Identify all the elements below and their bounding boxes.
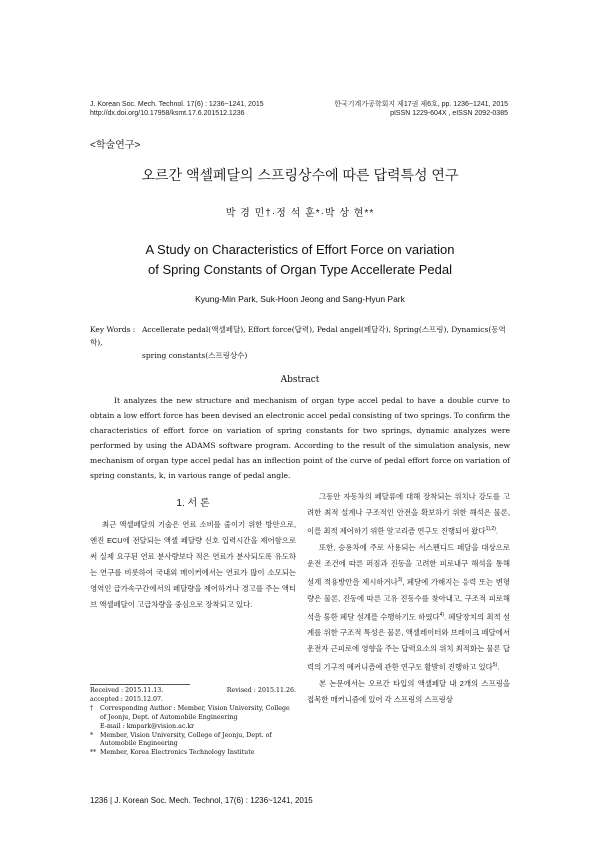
left-column — [90, 517, 296, 614]
paragraph: 또한, 승용차에 주로 사용되는 서스펜디드 페달을 대상으로 운전 조건에 따른 퍼짐과 진동을 고려한 피로내구 해석을 통해 설계 적용방안을 제시하거나$^{3)}$, 페달에 가해지는 응력 또는 변형량은 물론, 진동에 따른 고유 진동수를 찾아내고, 구조적 피로해석을 통한 페달 설계를 수행하기도 하였다$^{4)}$. 페달장치의 최적 설계를 위한 구조적 특성은 물론, 액셀레이터와 브레이크 페달에서 운전자 근피로에 영향을 주는 답력요소의 위치 최적화는 물론 답력의 기구적 메커니즘에 관한 연구도 활발히 진행하고 있다$^{5)}$. — [307, 542, 511, 672]
keywords-line2: spring constants(스프링상수) — [142, 351, 248, 360]
footnote-corresponding: † Corresponding Author : Member, Vision University, College of Jeonju, Dept. of Automobile Engineering E-mail : kmpark@vision.ac.kr — [90, 704, 290, 730]
right-column — [307, 489, 510, 708]
keywords-line1: Accellerate pedal(액셀페달), Effort force(답력), Pedal angel(페달각), Spring(스프링), Dynamics(동역학), — [90, 325, 506, 347]
keywords — [90, 323, 510, 362]
journal-header-right — [334, 100, 508, 118]
title-english-line1: A Study on Characteristics of Effort Force on variation — [145, 242, 455, 257]
journal-header-left — [90, 100, 264, 118]
reference-marker: 1),2) — [485, 526, 496, 533]
journal-citation: J. Korean Soc. Mech. Technol. 17(6) : 1236~1241, 2015 — [90, 101, 264, 108]
article-category: <학술연구> — [90, 140, 141, 151]
footnote-member-1: * Member, Vision University, College of Jeonju, Dept. of Automobile Engineering — [90, 731, 272, 748]
title-english-line2: of Spring Constants of Organ Type Accellerate Pedal — [148, 262, 452, 277]
title-english — [0, 240, 600, 280]
paragraph: 본 논문에서는 오르간 타입의 액셀페달 내 2개의 스프링을 접목한 메커니즘에 있어 각 스프링의 스프링상 — [307, 678, 510, 704]
abstract-title: Abstract — [280, 375, 320, 385]
authors-korean: 박 경 민†·정 석 훈*·박 상 현** — [225, 208, 375, 219]
paragraph: 최근 액셀페달의 기술은 연료 소비를 줄이기 위한 방안으로, 엔진 ECU에 전달되는 액셀 페달량 신호 입력시간을 제어함으로써 실제 요구된 연료 분사량보다 적은 연료가 분사되도록 유도하는 연구를 비롯하여 국내외 메이커에서는 연료가 많이 소모되는 영역인 급가속구간에서의 페달량을 제어하거나 경고를 주는 액티브 액셀페달이 고급차량을 중심으로 장착되고 있다. — [90, 520, 296, 610]
reference-marker: 4) — [439, 611, 445, 618]
issn: pISSN 1229-604X , eISSN 2092-0385 — [390, 110, 508, 117]
received-date: Received : 2015.11.13. — [90, 687, 164, 694]
footnote-divider — [90, 684, 190, 685]
abstract-body: It analyzes the new structure and mechanism of organ type accel pedal to have a double curve to obtain a low effort force has been devised an electronic accel pedal consisting of two springs. To confirm the characteristics of effort force on variation of spring constants for two springs, dynamic analyzes were performed by using the ADAMS software program. According to the result of the simulation analysis, new mechanism of organ type accel pedal has an inflection point of the curve of pedal effort force on variation of spring constants, k, in various range of pedal angle. — [90, 396, 510, 480]
section-title-introduction: 1. 서 론 — [176, 498, 210, 509]
title-korean: 오르간 액셀페달의 스프링상수에 따른 답력특성 연구 — [141, 167, 459, 183]
accepted-date: accepted : 2015.12.07. — [90, 695, 164, 703]
paragraph: 그동안 자동차의 페달류에 대해 장착되는 위치나 강도를 고려한 최적 설계나 구조적인 안전을 확보하기 위한 해석은 물론, 이를 최적 제어하기 위한 알고리즘 연구도 진행되어 왔다$^{1),2)}$. — [307, 492, 510, 536]
revised-date: Revised : 2015.11.26. — [226, 687, 296, 694]
authors-english: Kyung-Min Park, Suk-Hoon Jeong and Sang-Hyun Park — [195, 294, 405, 304]
footnotes — [90, 687, 296, 758]
email[interactable]: E-mail : kmpark@vision.ac.kr — [100, 722, 195, 730]
page-footer: 1236 | J. Korean Soc. Mech. Technol, 17(6) : 1236~1241, 2015 — [90, 796, 313, 805]
keywords-label: Key Words : — [90, 325, 136, 334]
footnote-member-2: ** Member, Korea Electronics Technology Institute — [90, 749, 255, 757]
reference-marker: 3) — [397, 576, 403, 583]
doi-link[interactable]: http://dx.doi.org/10.17958/ksmt.17.6.201512.1236 — [90, 110, 245, 117]
journal-citation-ko: 한국기계가공학회지 제17권 제6호, pp. 1236~1241, 2015 — [334, 101, 508, 108]
reference-marker: 5) — [492, 662, 498, 669]
